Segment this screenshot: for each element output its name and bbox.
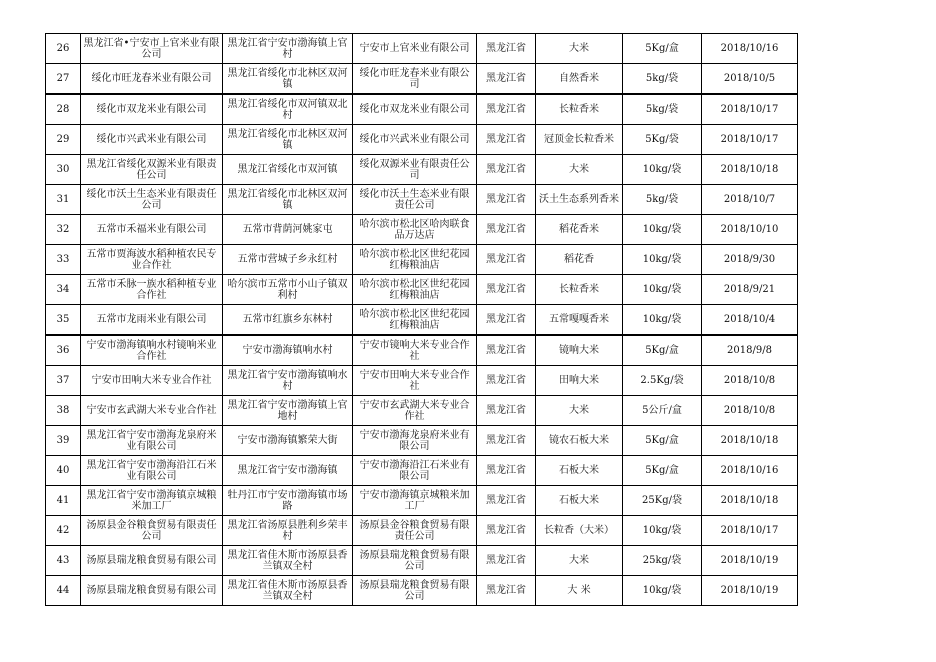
cell-no: 37 (46, 366, 81, 396)
cell-company: 绥化市旺龙春米业有限公司 (81, 64, 223, 95)
cell-date: 2018/10/18 (702, 486, 798, 516)
cell-date: 2018/10/4 (702, 305, 798, 336)
cell-no: 40 (46, 456, 81, 486)
cell-no: 33 (46, 245, 81, 275)
table-row (46, 426, 798, 456)
cell-date: 2018/10/18 (702, 426, 798, 456)
cell-company: 宁安市渤海镇响水村镜响米业合作社 (81, 335, 223, 366)
table-body (46, 34, 798, 606)
cell-seller: 宁安市玄武湖大米专业合作社 (353, 396, 477, 426)
cell-spec: 25Kg/袋 (623, 486, 702, 516)
cell-company: 绥化市兴武米业有限公司 (81, 125, 223, 155)
cell-address: 黑龙江省宁安市渤海镇上官村 (223, 34, 353, 64)
cell-company: 黑龙江省宁安市渤海龙泉府米业有限公司 (81, 426, 223, 456)
cell-seller: 汤原县瑞龙粮食贸易有限公司 (353, 546, 477, 576)
cell-province: 黑龙江省 (477, 426, 536, 456)
cell-company: 绥化市沃土生态米业有限责任公司 (81, 185, 223, 215)
table-row (46, 305, 798, 336)
cell-no: 39 (46, 426, 81, 456)
cell-date: 2018/10/7 (702, 185, 798, 215)
cell-seller: 绥化市兴武米业有限公司 (353, 125, 477, 155)
cell-no: 34 (46, 275, 81, 305)
cell-address: 黑龙江省宁安市渤海镇上官地村 (223, 396, 353, 426)
cell-product: 大米 (536, 34, 623, 64)
table-row (46, 215, 798, 245)
cell-seller: 宁安市上官米业有限公司 (353, 34, 477, 64)
cell-spec: 25kg/袋 (623, 546, 702, 576)
table-row (46, 94, 798, 125)
cell-province: 黑龙江省 (477, 305, 536, 336)
cell-no: 28 (46, 94, 81, 125)
cell-date: 2018/10/18 (702, 155, 798, 185)
table-row (46, 366, 798, 396)
cell-seller: 绥化市双龙米业有限公司 (353, 94, 477, 125)
cell-address: 哈尔滨市五常市小山子镇双利村 (223, 275, 353, 305)
cell-address: 宁安市渤海镇响水村 (223, 335, 353, 366)
table-row (46, 576, 798, 606)
cell-product: 镜农石板大米 (536, 426, 623, 456)
cell-company: 汤原县金谷粮食贸易有限责任公司 (81, 516, 223, 546)
cell-date: 2018/10/8 (702, 396, 798, 426)
cell-product: 自然香米 (536, 64, 623, 95)
cell-spec: 5Kg/盒 (623, 335, 702, 366)
cell-product: 五常嘎嘎香米 (536, 305, 623, 336)
cell-seller: 哈尔滨市松北区哈肉联食品万达店 (353, 215, 477, 245)
cell-spec: 10kg/袋 (623, 215, 702, 245)
cell-seller: 绥化双源米业有限责任公司 (353, 155, 477, 185)
cell-date: 2018/10/5 (702, 64, 798, 95)
cell-seller: 汤原县金谷粮食贸易有限责任公司 (353, 516, 477, 546)
table-row (46, 546, 798, 576)
cell-no: 42 (46, 516, 81, 546)
cell-date: 2018/9/8 (702, 335, 798, 366)
cell-province: 黑龙江省 (477, 576, 536, 606)
cell-province: 黑龙江省 (477, 396, 536, 426)
cell-date: 2018/10/17 (702, 516, 798, 546)
cell-company: 五常市禾福米业有限公司 (81, 215, 223, 245)
cell-no: 35 (46, 305, 81, 336)
cell-company: 汤原县瑞龙粮食贸易有限公司 (81, 576, 223, 606)
cell-province: 黑龙江省 (477, 94, 536, 125)
cell-province: 黑龙江省 (477, 34, 536, 64)
table-row (46, 64, 798, 95)
cell-product: 长粒香（大米） (536, 516, 623, 546)
table-row (46, 516, 798, 546)
cell-product: 长粒香米 (536, 94, 623, 125)
cell-spec: 10kg/袋 (623, 305, 702, 336)
cell-date: 2018/10/8 (702, 366, 798, 396)
cell-seller: 绥化市沃土生态米业有限责任公司 (353, 185, 477, 215)
cell-company: 黑龙江省宁安市渤海沿江石米业有限公司 (81, 456, 223, 486)
table-row (46, 335, 798, 366)
cell-spec: 5Kg/盒 (623, 426, 702, 456)
cell-province: 黑龙江省 (477, 516, 536, 546)
cell-product: 镜响大米 (536, 335, 623, 366)
cell-address: 黑龙江省绥化市北林区双河镇 (223, 64, 353, 95)
cell-company: 黑龙江省绥化双源米业有限责任公司 (81, 155, 223, 185)
cell-province: 黑龙江省 (477, 366, 536, 396)
cell-product: 长粒香米 (536, 275, 623, 305)
cell-seller: 哈尔滨市松北区世纪花园红梅粮油店 (353, 245, 477, 275)
cell-address: 黑龙江省佳木斯市汤原县香兰镇双全村 (223, 576, 353, 606)
cell-spec: 5Kg/袋 (623, 125, 702, 155)
cell-spec: 5Kg/盒 (623, 34, 702, 64)
cell-company: 黑龙江省•宁安市上官米业有限公司 (81, 34, 223, 64)
cell-date: 2018/10/17 (702, 125, 798, 155)
cell-date: 2018/9/21 (702, 275, 798, 305)
cell-province: 黑龙江省 (477, 125, 536, 155)
cell-product: 大 米 (536, 576, 623, 606)
cell-seller: 宁安市镜响大米专业合作社 (353, 335, 477, 366)
cell-address: 黑龙江省汤原县胜利乡荣丰村 (223, 516, 353, 546)
cell-product: 稻花香 (536, 245, 623, 275)
cell-product: 稻花香米 (536, 215, 623, 245)
cell-seller: 汤原县瑞龙粮食贸易有限公司 (353, 576, 477, 606)
cell-no: 43 (46, 546, 81, 576)
cell-address: 宁安市渤海镇繁荣大街 (223, 426, 353, 456)
cell-address: 五常市营城子乡永红村 (223, 245, 353, 275)
table-row (46, 486, 798, 516)
cell-product: 冠顶金长粒香米 (536, 125, 623, 155)
cell-province: 黑龙江省 (477, 185, 536, 215)
cell-company: 五常市龙雨米业有限公司 (81, 305, 223, 336)
cell-address: 黑龙江省绥化市北林区双河镇 (223, 125, 353, 155)
cell-company: 宁安市田响大米专业合作社 (81, 366, 223, 396)
cell-company: 宁安市玄武湖大米专业合作社 (81, 396, 223, 426)
cell-product: 石板大米 (536, 456, 623, 486)
cell-product: 大米 (536, 155, 623, 185)
cell-no: 26 (46, 34, 81, 64)
cell-date: 2018/10/19 (702, 576, 798, 606)
cell-spec: 10kg/袋 (623, 576, 702, 606)
cell-province: 黑龙江省 (477, 486, 536, 516)
cell-seller: 哈尔滨市松北区世纪花园红梅粮油店 (353, 275, 477, 305)
cell-province: 黑龙江省 (477, 245, 536, 275)
cell-date: 2018/10/17 (702, 94, 798, 125)
cell-company: 五常市禾脉一族水稻种植专业合作社 (81, 275, 223, 305)
cell-spec: 2.5Kg/袋 (623, 366, 702, 396)
cell-seller: 宁安市田响大米专业合作社 (353, 366, 477, 396)
cell-province: 黑龙江省 (477, 215, 536, 245)
cell-address: 黑龙江省绥化市北林区双河镇 (223, 185, 353, 215)
table-row (46, 396, 798, 426)
cell-seller: 宁安市渤海沿江石米业有限公司 (353, 456, 477, 486)
cell-spec: 5kg/袋 (623, 185, 702, 215)
cell-product: 沃土生态系列香米 (536, 185, 623, 215)
cell-address: 黑龙江省佳木斯市汤原县香兰镇双全村 (223, 546, 353, 576)
cell-seller: 宁安市渤海龙泉府米业有限公司 (353, 426, 477, 456)
cell-spec: 10kg/袋 (623, 155, 702, 185)
cell-spec: 5Kg/盒 (623, 456, 702, 486)
cell-province: 黑龙江省 (477, 546, 536, 576)
table-row (46, 275, 798, 305)
cell-address: 黑龙江省宁安市渤海镇响水村 (223, 366, 353, 396)
cell-spec: 10kg/袋 (623, 516, 702, 546)
cell-product: 石板大米 (536, 486, 623, 516)
cell-no: 38 (46, 396, 81, 426)
cell-spec: 5kg/袋 (623, 94, 702, 125)
table-row (46, 456, 798, 486)
cell-seller: 绥化市旺龙春米业有限公司 (353, 64, 477, 95)
cell-company: 汤原县瑞龙粮食贸易有限公司 (81, 546, 223, 576)
table-row (46, 185, 798, 215)
cell-no: 32 (46, 215, 81, 245)
cell-province: 黑龙江省 (477, 155, 536, 185)
cell-seller: 哈尔滨市松北区世纪花园红梅粮油店 (353, 305, 477, 336)
cell-address: 牡丹江市宁安市渤海镇市场路 (223, 486, 353, 516)
cell-province: 黑龙江省 (477, 64, 536, 95)
cell-product: 大米 (536, 546, 623, 576)
cell-date: 2018/9/30 (702, 245, 798, 275)
inspection-table (45, 33, 798, 606)
cell-spec: 10kg/袋 (623, 245, 702, 275)
cell-province: 黑龙江省 (477, 275, 536, 305)
cell-company: 绥化市双龙米业有限公司 (81, 94, 223, 125)
cell-spec: 10kg/袋 (623, 275, 702, 305)
cell-no: 36 (46, 335, 81, 366)
cell-date: 2018/10/19 (702, 546, 798, 576)
cell-spec: 5kg/袋 (623, 64, 702, 95)
cell-province: 黑龙江省 (477, 456, 536, 486)
cell-no: 29 (46, 125, 81, 155)
cell-product: 田响大米 (536, 366, 623, 396)
cell-address: 黑龙江省宁安市渤海镇 (223, 456, 353, 486)
cell-spec: 5公斤/盒 (623, 396, 702, 426)
cell-company: 五常市贾海波水稻种植农民专业合作社 (81, 245, 223, 275)
table-row (46, 34, 798, 64)
cell-date: 2018/10/16 (702, 456, 798, 486)
cell-no: 27 (46, 64, 81, 95)
cell-company: 黑龙江省宁安市渤海镇京城粮米加工厂 (81, 486, 223, 516)
cell-date: 2018/10/10 (702, 215, 798, 245)
cell-no: 30 (46, 155, 81, 185)
table-row (46, 155, 798, 185)
cell-province: 黑龙江省 (477, 335, 536, 366)
cell-no: 41 (46, 486, 81, 516)
cell-address: 五常市背荫河姚家屯 (223, 215, 353, 245)
cell-product: 大米 (536, 396, 623, 426)
cell-seller: 宁安市渤海镇京城粮米加工厂 (353, 486, 477, 516)
cell-address: 黑龙江省绥化市双河镇 (223, 155, 353, 185)
cell-date: 2018/10/16 (702, 34, 798, 64)
cell-address: 五常市红旗乡东林村 (223, 305, 353, 336)
cell-no: 31 (46, 185, 81, 215)
table-row (46, 125, 798, 155)
cell-no: 44 (46, 576, 81, 606)
cell-address: 黑龙江省绥化市双河镇双北村 (223, 94, 353, 125)
table-row (46, 245, 798, 275)
